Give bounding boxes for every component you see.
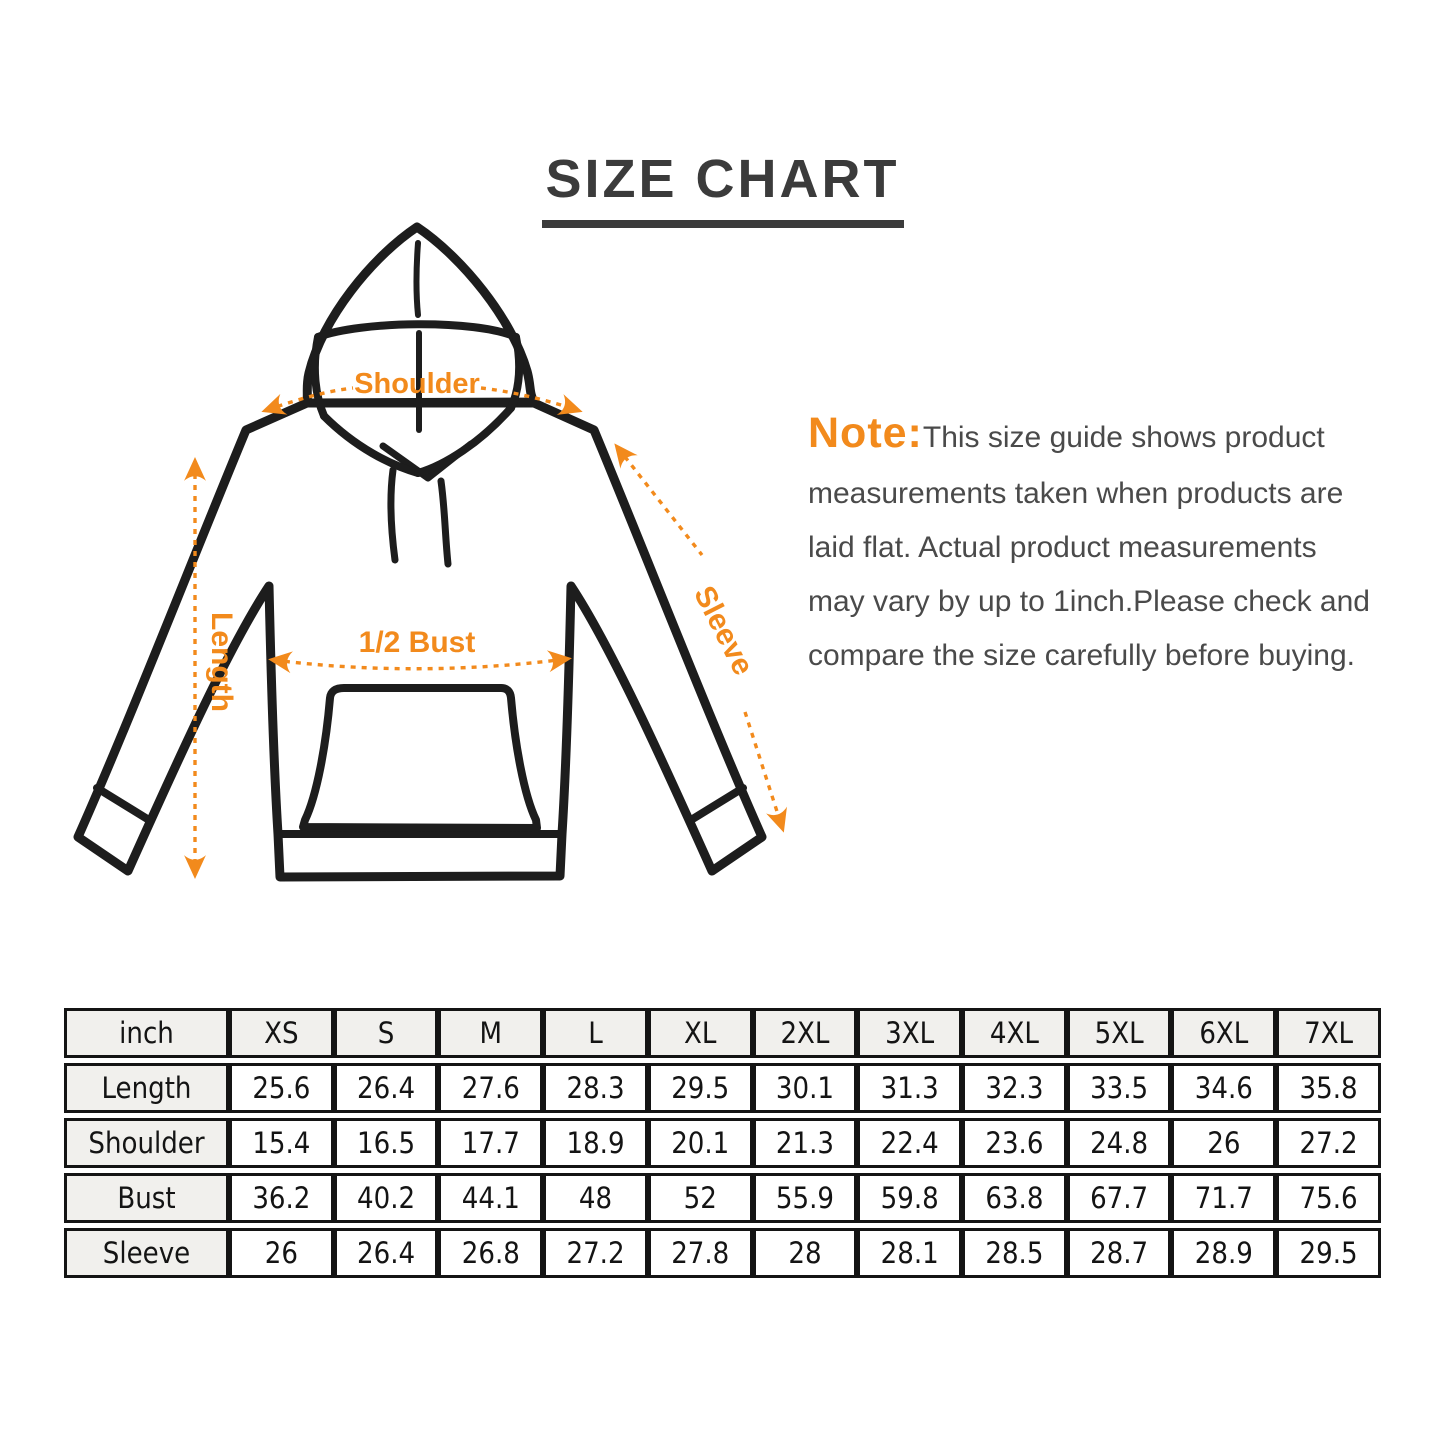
row-label-cell: Sleeve xyxy=(64,1228,229,1278)
sleeve-label: Sleeve xyxy=(687,580,760,681)
measurement-cell: 35.8 xyxy=(1276,1063,1381,1113)
size-table-row xyxy=(64,1173,1381,1223)
measurement-cell: 28.3 xyxy=(543,1063,648,1113)
shoulder-label: Shoulder xyxy=(354,368,480,400)
measurement-cell: 28.5 xyxy=(962,1228,1067,1278)
note-line xyxy=(808,404,1445,467)
note-text: This size guide shows product xyxy=(922,421,1325,454)
size-header-cell: M xyxy=(438,1008,543,1058)
measurement-cell: 28 xyxy=(753,1228,858,1278)
measurement-cell: 32.3 xyxy=(962,1063,1067,1113)
measurement-cell: 23.6 xyxy=(962,1118,1067,1168)
measurement-cell: 26 xyxy=(229,1228,334,1278)
row-label-cell: inch xyxy=(64,1008,229,1058)
measurement-cell: 36.2 xyxy=(229,1173,334,1223)
measurement-cell: 34.6 xyxy=(1171,1063,1276,1113)
measurement-cell: 28.1 xyxy=(857,1228,962,1278)
hoodie-line-drawing xyxy=(60,215,820,935)
note-line: compare the size carefully before buying. xyxy=(808,639,1355,672)
size-table-row xyxy=(64,1063,1381,1113)
measurement-cell: 29.5 xyxy=(648,1063,753,1113)
size-table-row xyxy=(64,1118,1381,1168)
bust-label: 1/2 Bust xyxy=(358,626,476,659)
size-table-row xyxy=(64,1228,1381,1278)
measurement-cell: 16.5 xyxy=(334,1118,439,1168)
measurement-cell: 48 xyxy=(543,1173,648,1223)
size-header-cell: 3XL xyxy=(857,1008,962,1058)
measurement-cell: 55.9 xyxy=(753,1173,858,1223)
note-rest xyxy=(808,467,1445,683)
size-table-header-row xyxy=(64,1008,1381,1058)
measurement-cell: 26 xyxy=(1171,1118,1276,1168)
measurement-cell: 20.1 xyxy=(648,1118,753,1168)
measurement-cell: 33.5 xyxy=(1067,1063,1172,1113)
size-table-wrap xyxy=(64,1003,1381,1283)
note-block xyxy=(808,404,1445,683)
row-label-cell: Shoulder xyxy=(64,1118,229,1168)
page-title: SIZE CHART xyxy=(542,148,904,228)
hoodie-pocket xyxy=(303,688,537,828)
size-header-cell: 6XL xyxy=(1171,1008,1276,1058)
measurement-cell: 27.2 xyxy=(543,1228,648,1278)
measurement-cell: 27.6 xyxy=(438,1063,543,1113)
measurement-cell: 52 xyxy=(648,1173,753,1223)
measurement-cell: 25.6 xyxy=(229,1063,334,1113)
measurement-cell: 29.5 xyxy=(1276,1228,1381,1278)
measurement-cell: 27.8 xyxy=(648,1228,753,1278)
size-header-cell: 4XL xyxy=(962,1008,1067,1058)
measurement-cell: 15.4 xyxy=(229,1118,334,1168)
measurement-cell: 31.3 xyxy=(857,1063,962,1113)
note-line: measurements taken when products are xyxy=(808,477,1344,510)
measurement-cell: 17.7 xyxy=(438,1118,543,1168)
measurement-cell: 67.7 xyxy=(1067,1173,1172,1223)
size-header-cell: XL xyxy=(648,1008,753,1058)
note-line: laid flat. Actual product measurements xyxy=(808,531,1317,564)
measurement-cell: 71.7 xyxy=(1171,1173,1276,1223)
row-label-cell: Bust xyxy=(64,1173,229,1223)
row-label-cell: Length xyxy=(64,1063,229,1113)
measurement-cell: 18.9 xyxy=(543,1118,648,1168)
measurement-cell: 24.8 xyxy=(1067,1118,1172,1168)
size-table xyxy=(64,1003,1381,1283)
measurement-cell: 26.4 xyxy=(334,1228,439,1278)
measurement-cell: 21.3 xyxy=(753,1118,858,1168)
size-header-cell: S xyxy=(334,1008,439,1058)
note-line: may vary by up to 1inch.Please check and xyxy=(808,585,1370,618)
hoodie-measurement-diagram xyxy=(60,215,820,935)
length-label: Length xyxy=(205,612,238,712)
measurement-cell: 22.4 xyxy=(857,1118,962,1168)
measurement-cell: 40.2 xyxy=(334,1173,439,1223)
measurement-cell: 44.1 xyxy=(438,1173,543,1223)
size-header-cell: XS xyxy=(229,1008,334,1058)
size-header-cell: 5XL xyxy=(1067,1008,1172,1058)
measurement-cell: 26.4 xyxy=(334,1063,439,1113)
note-label: Note: xyxy=(808,409,923,457)
measurement-cell: 26.8 xyxy=(438,1228,543,1278)
measurement-cell: 59.8 xyxy=(857,1173,962,1223)
size-header-cell: 7XL xyxy=(1276,1008,1381,1058)
measurement-cell: 28.7 xyxy=(1067,1228,1172,1278)
size-header-cell: L xyxy=(543,1008,648,1058)
size-header-cell: 2XL xyxy=(753,1008,858,1058)
measurement-cell: 28.9 xyxy=(1171,1228,1276,1278)
measurement-cell: 63.8 xyxy=(962,1173,1067,1223)
measurement-cell: 27.2 xyxy=(1276,1118,1381,1168)
measurement-cell: 75.6 xyxy=(1276,1173,1381,1223)
measurement-cell: 30.1 xyxy=(753,1063,858,1113)
